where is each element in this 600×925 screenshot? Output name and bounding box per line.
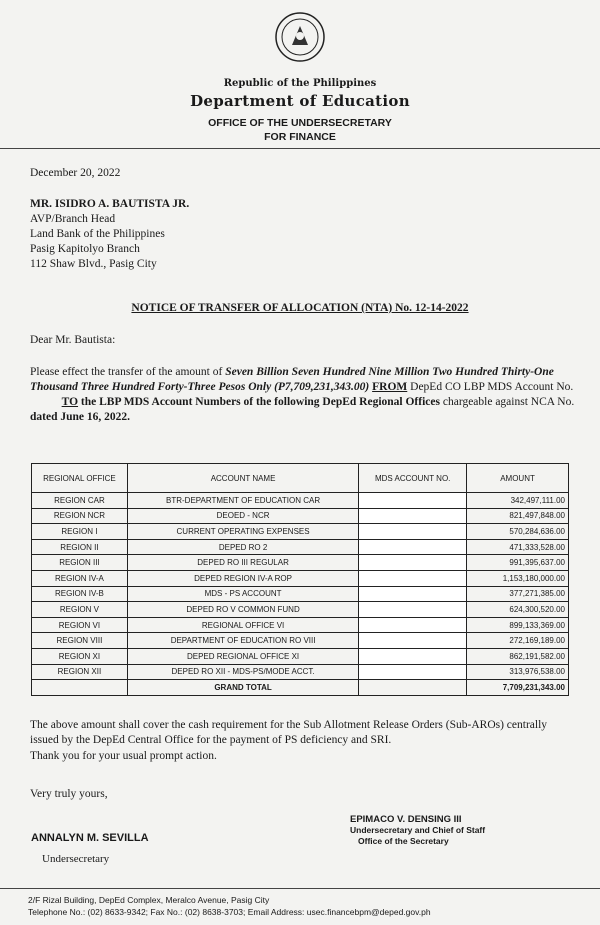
addressee-line: Pasig Kapitolyo Branch: [30, 243, 140, 255]
account-name-cell: DEPED REGIONAL OFFICE XI: [127, 648, 358, 664]
amount-cell: 862,191,582.00: [467, 648, 569, 664]
account-name-cell: DEPARTMENT OF EDUCATION RO VIII: [127, 633, 358, 649]
region-cell: REGION II: [32, 539, 128, 555]
mds-account-cell: [359, 524, 467, 540]
to-accounts: the LBP MDS Account Numbers of the following DepEd Regional Offices: [80, 396, 440, 408]
grand-total-label: GRAND TOTAL: [127, 680, 358, 696]
amount-cell: 899,133,369.00: [467, 617, 569, 633]
table-row: [32, 664, 569, 680]
regards-line: Very truly yours,: [30, 788, 108, 800]
account-name-cell: BTR-DEPARTMENT OF EDUCATION CAR: [127, 493, 358, 509]
footer-contact: Telephone No.: (02) 8633-9342; Fax No.: (02) 8638-3703; Email Address: usec.financebpm@deped.gov.ph: [28, 907, 431, 917]
amount-cell: 1,153,180,000.00: [467, 570, 569, 586]
account-name-cell: DEOED - NCR: [127, 508, 358, 524]
mds-account-cell: [359, 648, 467, 664]
addressee-line: AVP/Branch Head: [30, 213, 116, 225]
col-header-amount: AMOUNT: [467, 464, 569, 493]
region-cell: REGION VIII: [32, 633, 128, 649]
region-cell: REGION NCR: [32, 508, 128, 524]
left-signatory-title: Undersecretary: [42, 853, 110, 865]
account-name-cell: MDS - PS ACCOUNT: [127, 586, 358, 602]
amount-cell: 471,333,528.00: [467, 539, 569, 555]
notice-title: NOTICE OF TRANSFER OF ALLOCATION (NTA) No. 12-14-2022: [131, 302, 469, 314]
grand-total-value: 7,709,231,343.00: [467, 680, 569, 696]
region-cell: REGION I: [32, 524, 128, 540]
amount-cell: 570,284,636.00: [467, 524, 569, 540]
closing-paragraph: The above amount shall cover the cash requirement for the Sub Allotment Release Orders (Sub-AROs) centrally issued by the DepEd Central Office for the payment of PS deficiency and SRI.: [30, 719, 548, 746]
table-row: [32, 493, 569, 509]
mds-account-cell: [359, 633, 467, 649]
mds-account-cell: [359, 570, 467, 586]
col-header-region: REGIONAL OFFICE: [32, 464, 128, 493]
account-name-cell: CURRENT OPERATING EXPENSES: [127, 524, 358, 540]
mds-account-cell: [359, 539, 467, 555]
col-header-mds-account: MDS ACCOUNT NO.: [359, 464, 467, 493]
mds-account-cell: [359, 617, 467, 633]
col-header-account-name: ACCOUNT NAME: [127, 464, 358, 493]
department-name: Department of Education: [190, 92, 410, 110]
table-row: [32, 586, 569, 602]
mds-account-cell: [359, 664, 467, 680]
footer-divider: [0, 888, 600, 889]
amount-cell: 272,169,189.00: [467, 633, 569, 649]
right-signatory-office: Office of the Secretary: [358, 836, 449, 846]
region-cell: REGION IV-B: [32, 586, 128, 602]
addressee-line: 112 Shaw Blvd., Pasig City: [30, 258, 157, 270]
left-signatory-name: ANNALYN M. SEVILLA: [31, 832, 149, 844]
table-row: [32, 617, 569, 633]
amount-cell: 624,300,520.00: [467, 602, 569, 618]
table-row: [32, 539, 569, 555]
region-cell: REGION IV-A: [32, 570, 128, 586]
table-row: [32, 555, 569, 571]
right-signatory-title: Undersecretary and Chief of Staff: [350, 825, 486, 835]
table-row: [32, 602, 569, 618]
footer: [28, 894, 431, 918]
account-name-cell: DEPED RO XII - MDS-PS/MODE ACCT.: [127, 664, 358, 680]
thanks-line: Thank you for your usual prompt action.: [30, 750, 217, 762]
from-account: DepEd CO LBP MDS Account No.: [410, 381, 574, 393]
office-subline: FOR FINANCE: [264, 131, 336, 143]
table-row: [32, 648, 569, 664]
chargeable-text: chargeable against NCA No.: [442, 396, 575, 408]
account-name-cell: DEPED RO III REGULAR: [127, 555, 358, 571]
dated-text: dated June 16, 2022.: [30, 411, 130, 423]
to-label: TO: [61, 396, 79, 408]
footer-address: 2/F Rizal Building, DepEd Complex, Meralco Avenue, Pasig City: [28, 895, 270, 905]
region-cell: REGION XI: [32, 648, 128, 664]
amount-in-words: Seven Billion Seven Hundred Nine Million Two Hundred Thirty-One Thousand Three Hundred Forty-Three Pesos Only (P7,709,231,343.00): [30, 366, 554, 393]
region-cell: REGION CAR: [32, 493, 128, 509]
addressee-name: MR. ISIDRO A. BAUTISTA JR.: [30, 198, 190, 210]
amount-cell: 313,976,538.00: [467, 664, 569, 680]
addressee-block: [30, 197, 189, 272]
mds-account-cell: [359, 508, 467, 524]
region-cell: REGION XII: [32, 664, 128, 680]
table-row: [32, 633, 569, 649]
amount-cell: 821,497,848.00: [467, 508, 569, 524]
account-name-cell: REGIONAL OFFICE VI: [127, 617, 358, 633]
body-paragraph: [30, 365, 575, 425]
allocation-table: [31, 463, 569, 696]
addressee-line: Land Bank of the Philippines: [30, 228, 165, 240]
deped-seal-icon: [275, 12, 325, 62]
mds-account-cell: [359, 602, 467, 618]
account-name-cell: DEPED RO 2: [127, 539, 358, 555]
from-label: FROM: [372, 381, 408, 393]
region-cell: REGION III: [32, 555, 128, 571]
right-signatory: [350, 814, 485, 847]
region-cell: REGION V: [32, 602, 128, 618]
right-signatory-name: EPIMACO V. DENSING III: [350, 814, 462, 825]
amount-cell: 377,271,385.00: [467, 586, 569, 602]
body-intro: Please effect the transfer of the amount of: [30, 366, 223, 378]
table-row: [32, 524, 569, 540]
letter-date: December 20, 2022: [30, 167, 121, 179]
header-divider: [0, 148, 600, 149]
mds-account-cell: [359, 555, 467, 571]
office-name: [0, 116, 600, 144]
republic-line: Republic of the Philippines: [223, 78, 377, 89]
amount-cell: 991,395,637.00: [467, 555, 569, 571]
region-cell: REGION VI: [32, 617, 128, 633]
table-header-row: [32, 464, 569, 493]
amount-cell: 342,497,111.00: [467, 493, 569, 509]
mds-account-cell: [359, 493, 467, 509]
account-name-cell: DEPED REGION IV-A ROP: [127, 570, 358, 586]
office-line: OFFICE OF THE UNDERSECRETARY: [208, 117, 392, 129]
salutation: Dear Mr. Bautista:: [30, 334, 116, 346]
table-row: [32, 508, 569, 524]
mds-account-cell: [359, 586, 467, 602]
table-row: [32, 570, 569, 586]
grand-total-row: [32, 680, 569, 696]
account-name-cell: DEPED RO V COMMON FUND: [127, 602, 358, 618]
